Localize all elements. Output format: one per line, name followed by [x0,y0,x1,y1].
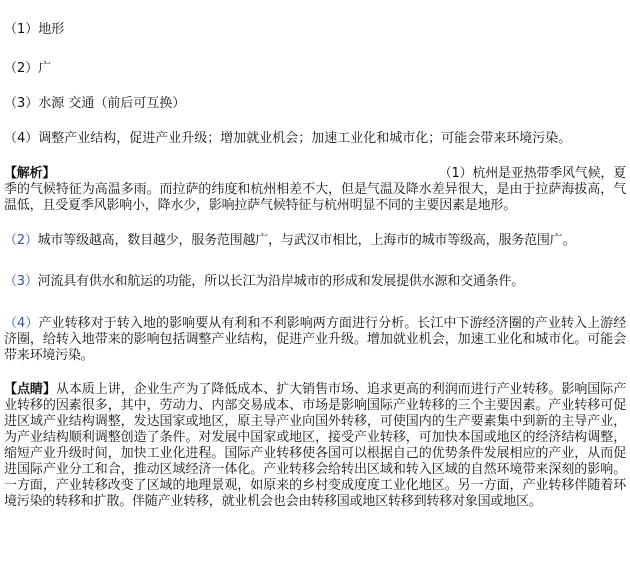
analysis-p1-lead: （1）杭州是亚热带季风气候，夏 [438,166,626,181]
analysis-first-line [4,166,626,182]
analysis-p4-number: （4） [4,316,39,331]
analysis-p3-number: （3） [4,274,38,289]
comment-paragraph [4,382,626,510]
analysis-paragraph-4 [4,316,626,364]
comment-text: 从本质上讲，企业生产为了降低成本、扩大销售市场、追求更高的利润而进行产业转移。影响国际产业转移的因素很多，其中，劳动力、内部交易成本、市场是影响国际产业转移的三个主要因素。产业转移可促进区域产业结构调整，发达国家或地区，原主导产业向国外转移，可使国内的生产要素集中到新的主导产业，为产业结构顺利调整创造了条件。对发展中国家或地区，接受产业转移，可加快本国或地区的经济结构调整，缩短产业升级时间，加快工业化进程。国际产业转移使各国可以根据自己的优势条件发展相应的产业，从而促进国际产业分工和合，推动区域经济一体化。产业转移会给转出区域和转入区域的自然环境带来深刻的影响。一方面，产业转移改变了区域的地理景观，如原来的乡村变成度度工业化地区。另一方面，产业转移伴随着环境污染的转移和扩散。伴随产业转移，就业机会也会由转移国或地区转移到转移对象国或地区。 [4,382,627,509]
analysis-p4-text: 产业转移对于转入地的影响要从有利和不利影响两方面进行分析。长江中下游经济圈的产业转入上游经济圈，给转入地带来的影响包括调整产业结构，促进产业升级。增加就业机会，加速工业化和城市化。可能会带来环境污染。 [4,316,626,363]
analysis-paragraph-3 [4,274,626,290]
answer-2: （2）广 [4,61,52,76]
comment-tag: 【点睛】 [4,382,56,397]
answer-3: （3）水源 交通（前后可互换） [4,96,186,111]
analysis-paragraph-2 [4,233,626,249]
analysis-p2-text: 城市等级越高，数目越少，服务范围越广，与武汉市相比，上海市的城市等级高，服务范围广。 [37,233,576,248]
analysis-p1-text: 季的气候特征为高温多雨。而拉萨的纬度和杭州相差不大，但是气温及降水差异很大，是由于拉萨海拔高，气温低，且受夏季风影响小，降水少，影响拉萨气候特征与杭州明显不同的主要因素是地形。 [4,182,626,213]
analysis-p2-number: （2） [4,233,38,248]
analysis-p3-text: 河流具有供水和航运的功能，所以长江为沿岸城市的形成和发展提供水源和交通条件。 [37,274,525,289]
answer-1: （1）地形 [4,22,65,37]
answer-4: （4）调整产业结构，促进产业升级；增加就业机会；加速工业化和城市化；可能会带来环境污染。 [4,131,572,146]
analysis-tag: 【解析】 [4,166,56,181]
analysis-paragraph-1 [4,166,626,214]
